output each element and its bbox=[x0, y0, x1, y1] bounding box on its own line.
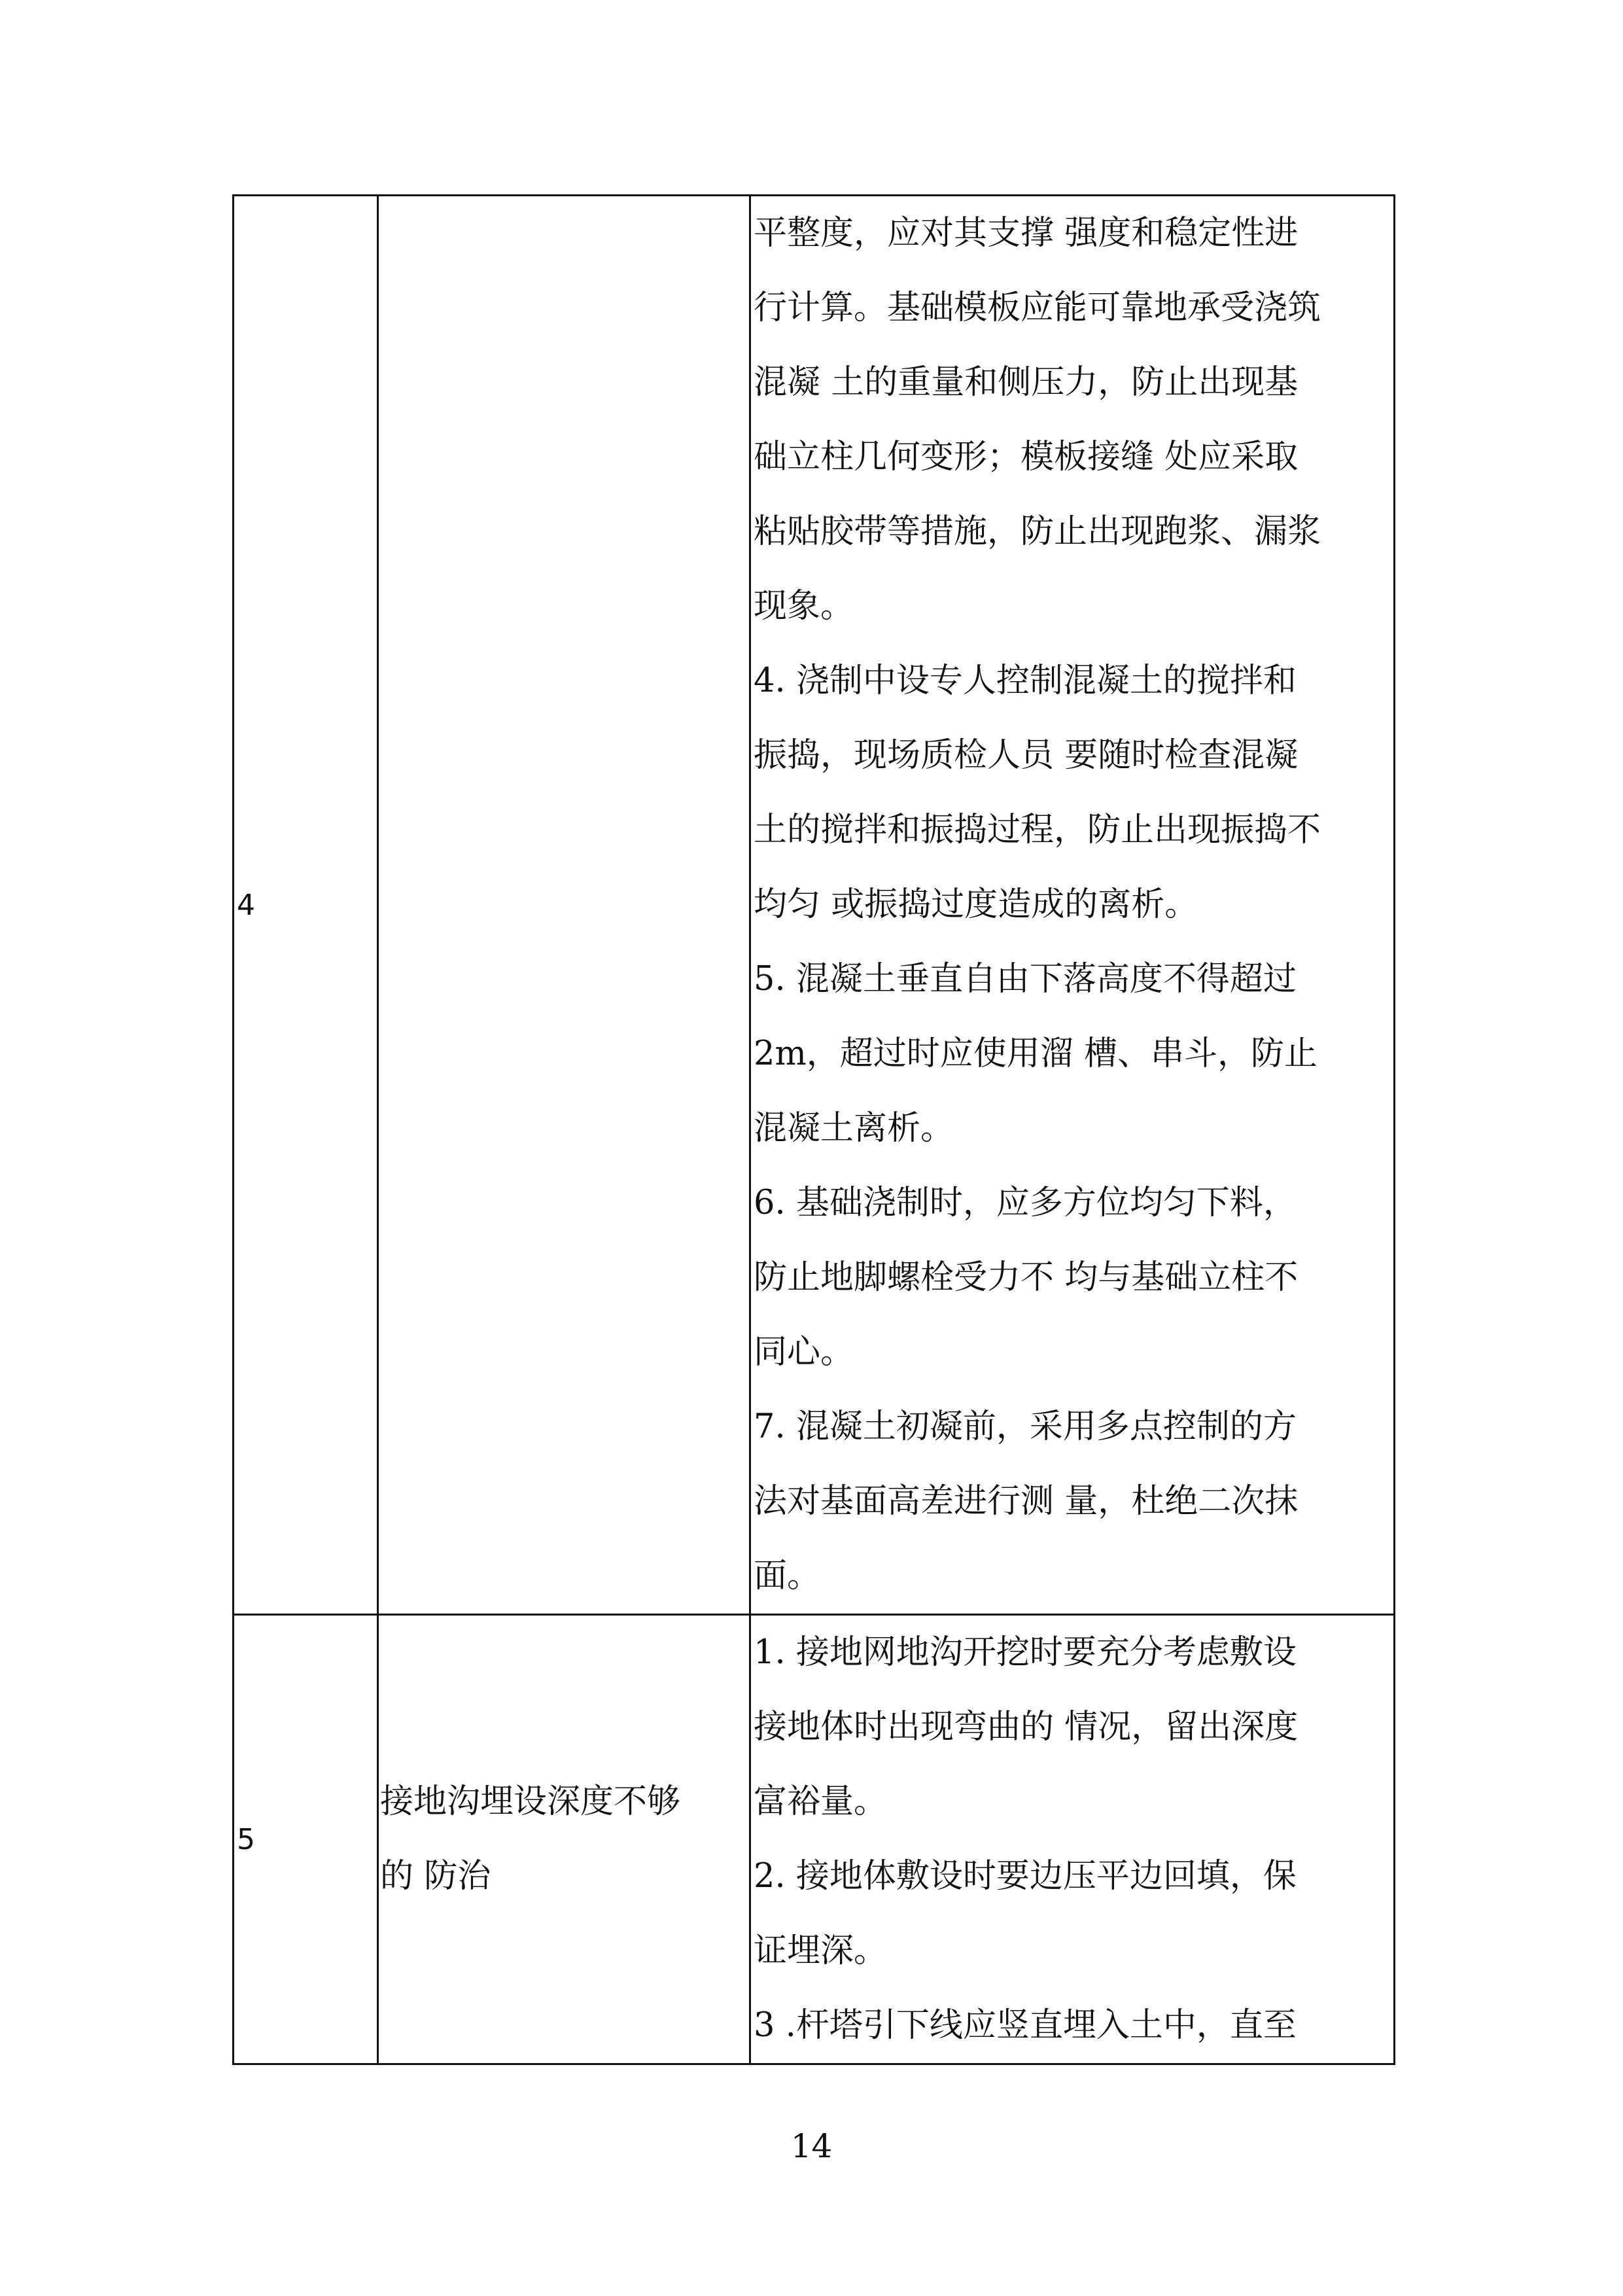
measures-cell bbox=[750, 196, 1395, 1615]
measure-line: 础立柱几何变形；模板接缝 处应采取 bbox=[754, 438, 1299, 476]
measure-line: 接地体时出现弯曲的 情况，留出深度 bbox=[754, 1708, 1299, 1746]
measures-cell bbox=[750, 1615, 1395, 2064]
measure-line: 法对基面高差进行测 量，杜绝二次抹 bbox=[754, 1482, 1299, 1521]
measure-line: 6. 基础浇制时，应多方位均匀下料， bbox=[754, 1184, 1297, 1222]
measure-line: 7. 混凝土初凝前，采用多点控制的方 bbox=[754, 1407, 1297, 1446]
item-line: 接地沟埋设深度不够 bbox=[380, 1782, 681, 1821]
measure-line: 行计算。基础模板应能可靠地承受浇筑 bbox=[754, 289, 1321, 327]
measure-line: 现象。 bbox=[754, 587, 854, 626]
measure-line: 振捣，现场质检人员 要随时检查混凝 bbox=[754, 736, 1299, 775]
measure-line: 防止地脚螺栓受力不 均与基础立柱不 bbox=[754, 1258, 1299, 1297]
measure-line: 土的搅拌和振捣过程，防止出现振捣不 bbox=[754, 811, 1321, 849]
row-number-cell bbox=[234, 1615, 378, 2064]
measure-line: 2m，超过时应使用溜 槽、串斗，防止 bbox=[754, 1034, 1318, 1073]
measure-line: 混凝土离析。 bbox=[754, 1109, 954, 1148]
measure-line: 3 .杆塔引下线应竖直埋入土中，直至 bbox=[754, 2006, 1297, 2045]
page-number: 14 bbox=[790, 2127, 833, 2165]
item-cell bbox=[378, 196, 750, 1615]
item-line: 的 防治 bbox=[380, 1857, 491, 1896]
table-row bbox=[234, 196, 1395, 1615]
measure-line: 面。 bbox=[754, 1557, 821, 1595]
measure-line: 平整度，应对其支撑 强度和稳定性进 bbox=[754, 214, 1299, 253]
row-number: 5 bbox=[237, 1822, 255, 1856]
row-number-cell bbox=[234, 196, 378, 1615]
measure-line: 证埋深。 bbox=[754, 1932, 888, 1970]
item-cell bbox=[378, 1615, 750, 2064]
measure-line: 1. 接地网地沟开挖时要充分考虑敷设 bbox=[754, 1633, 1297, 1672]
measure-line: 富裕量。 bbox=[754, 1782, 888, 1821]
measure-line: 2. 接地体敷设时要边压平边回填，保 bbox=[754, 1857, 1297, 1896]
row-number: 4 bbox=[237, 888, 255, 922]
construction-measures-table bbox=[232, 194, 1395, 2065]
measure-line: 均匀 或振捣过度造成的离析。 bbox=[754, 885, 1198, 924]
measure-line: 粘贴胶带等措施，防止出现跑浆、漏浆 bbox=[754, 512, 1321, 551]
table-row bbox=[234, 1615, 1395, 2064]
measure-line: 混凝 土的重量和侧压力，防止出现基 bbox=[754, 363, 1299, 402]
measure-line: 4. 浇制中设专人控制混凝土的搅拌和 bbox=[754, 662, 1297, 700]
measure-line: 5. 混凝土垂直自由下落高度不得超过 bbox=[754, 960, 1297, 998]
measure-line: 同心。 bbox=[754, 1333, 854, 1371]
